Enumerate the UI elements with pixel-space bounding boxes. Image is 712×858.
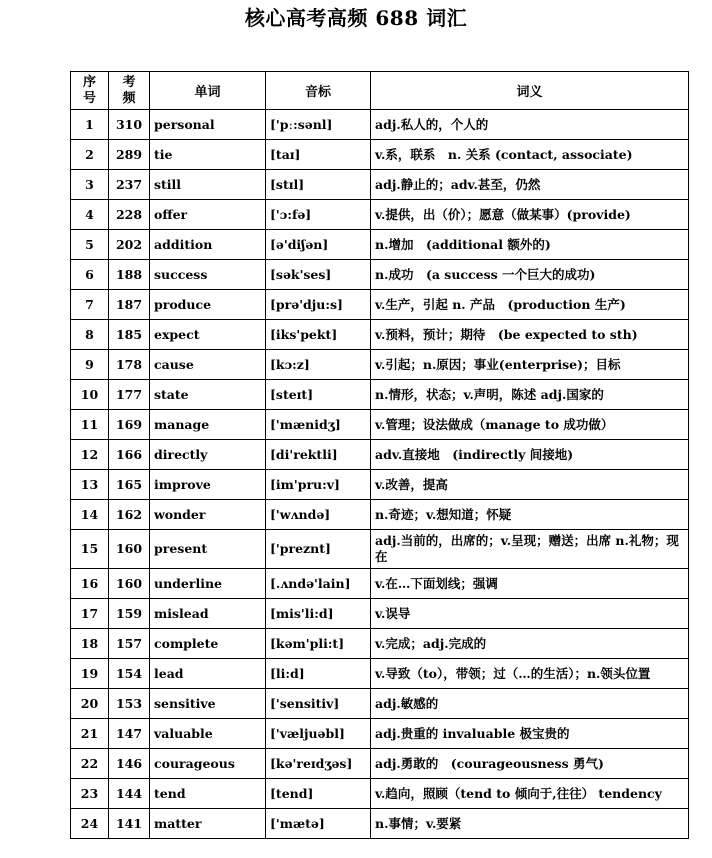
cell-meaning: adj.静止的；adv.甚至，仍然 <box>371 170 689 200</box>
cell-word: success <box>150 260 266 290</box>
cell-phonetic: ['wʌndə] <box>266 500 371 530</box>
cell-index: 9 <box>71 350 109 380</box>
table-row <box>71 410 689 440</box>
header-meaning: 词义 <box>371 72 689 110</box>
vocabulary-table-body <box>71 110 689 839</box>
cell-frequency: 237 <box>109 170 150 200</box>
cell-frequency: 202 <box>109 230 150 260</box>
header-frequency <box>109 72 150 110</box>
table-row <box>71 380 689 410</box>
table-row <box>71 200 689 230</box>
table-row <box>71 719 689 749</box>
cell-frequency: 166 <box>109 440 150 470</box>
vocabulary-table <box>70 71 689 839</box>
cell-meaning: n.情形，状态；v.声明，陈述 adj.国家的 <box>371 380 689 410</box>
cell-phonetic: [steɪt] <box>266 380 371 410</box>
cell-phonetic: [tend] <box>266 779 371 809</box>
cell-frequency: 146 <box>109 749 150 779</box>
cell-word: manage <box>150 410 266 440</box>
cell-index: 12 <box>71 440 109 470</box>
table-row <box>71 809 689 839</box>
header-frequency-line2: 频 <box>122 90 136 106</box>
cell-meaning: n.增加 (additional 额外的) <box>371 230 689 260</box>
cell-index: 17 <box>71 599 109 629</box>
cell-frequency: 289 <box>109 140 150 170</box>
cell-index: 10 <box>71 380 109 410</box>
cell-word: offer <box>150 200 266 230</box>
cell-word: personal <box>150 110 266 140</box>
cell-frequency: 141 <box>109 809 150 839</box>
cell-meaning: adj.敏感的 <box>371 689 689 719</box>
cell-meaning: adj.勇敢的 (courageousness 勇气) <box>371 749 689 779</box>
cell-index: 5 <box>71 230 109 260</box>
cell-frequency: 153 <box>109 689 150 719</box>
cell-word: lead <box>150 659 266 689</box>
table-row <box>71 230 689 260</box>
cell-phonetic: [kə'reɪdʒəs] <box>266 749 371 779</box>
cell-meaning: v.预料，预计；期待 (be expected to sth) <box>371 320 689 350</box>
cell-frequency: 160 <box>109 569 150 599</box>
cell-phonetic: [taɪ] <box>266 140 371 170</box>
cell-index: 15 <box>71 530 109 569</box>
table-row <box>71 749 689 779</box>
table-row <box>71 320 689 350</box>
cell-phonetic: ['ɔ:fə] <box>266 200 371 230</box>
cell-index: 11 <box>71 410 109 440</box>
cell-meaning: n.奇迹；v.想知道；怀疑 <box>371 500 689 530</box>
cell-word: expect <box>150 320 266 350</box>
cell-word: cause <box>150 350 266 380</box>
cell-frequency: 310 <box>109 110 150 140</box>
cell-phonetic: ['væljuəbl] <box>266 719 371 749</box>
cell-frequency: 169 <box>109 410 150 440</box>
cell-word: matter <box>150 809 266 839</box>
table-row <box>71 689 689 719</box>
cell-index: 13 <box>71 470 109 500</box>
cell-meaning: v.完成；adj.完成的 <box>371 629 689 659</box>
cell-phonetic: [li:d] <box>266 659 371 689</box>
cell-phonetic: [di'rektli] <box>266 440 371 470</box>
cell-frequency: 187 <box>109 290 150 320</box>
cell-index: 2 <box>71 140 109 170</box>
cell-meaning: v.误导 <box>371 599 689 629</box>
table-row <box>71 599 689 629</box>
table-row <box>71 569 689 599</box>
cell-frequency: 177 <box>109 380 150 410</box>
cell-phonetic: [mis'li:d] <box>266 599 371 629</box>
cell-phonetic: ['sensitiv] <box>266 689 371 719</box>
page-title: 核心高考高频 688 词汇 <box>244 6 468 30</box>
cell-word: underline <box>150 569 266 599</box>
cell-phonetic: [ə'diʃən] <box>266 230 371 260</box>
cell-word: courageous <box>150 749 266 779</box>
table-row <box>71 260 689 290</box>
table-row <box>71 350 689 380</box>
cell-frequency: 159 <box>109 599 150 629</box>
cell-frequency: 228 <box>109 200 150 230</box>
cell-meaning: n.事情；v.要紧 <box>371 809 689 839</box>
cell-word: improve <box>150 470 266 500</box>
cell-frequency: 160 <box>109 530 150 569</box>
cell-index: 7 <box>71 290 109 320</box>
table-row <box>71 530 689 569</box>
cell-meaning: adj.当前的，出席的；v.呈现；赠送；出席 n.礼物；现在 <box>371 530 689 569</box>
cell-word: tie <box>150 140 266 170</box>
cell-phonetic: [kəm'pli:t] <box>266 629 371 659</box>
cell-word: state <box>150 380 266 410</box>
cell-phonetic: [.ʌndə'lain] <box>266 569 371 599</box>
cell-meaning: v.系，联系 n. 关系 (contact, associate) <box>371 140 689 170</box>
cell-index: 14 <box>71 500 109 530</box>
cell-meaning: v.在…下面划线；强调 <box>371 569 689 599</box>
cell-word: complete <box>150 629 266 659</box>
cell-frequency: 162 <box>109 500 150 530</box>
cell-meaning: v.生产，引起 n. 产品 (production 生产) <box>371 290 689 320</box>
cell-phonetic: [iks'pekt] <box>266 320 371 350</box>
cell-index: 19 <box>71 659 109 689</box>
cell-meaning: v.管理；设法做成（manage to 成功做） <box>371 410 689 440</box>
cell-phonetic: [stɪl] <box>266 170 371 200</box>
cell-word: sensitive <box>150 689 266 719</box>
cell-phonetic: [kɔ:z] <box>266 350 371 380</box>
cell-word: still <box>150 170 266 200</box>
cell-word: tend <box>150 779 266 809</box>
cell-index: 4 <box>71 200 109 230</box>
cell-meaning: v.导致（to），带领；过（…的生活）；n.领头位置 <box>371 659 689 689</box>
table-row <box>71 110 689 140</box>
cell-meaning: v.提供，出（价）；愿意（做某事）(provide) <box>371 200 689 230</box>
table-row <box>71 779 689 809</box>
table-row <box>71 170 689 200</box>
cell-phonetic: ['pː:sənl] <box>266 110 371 140</box>
header-word: 单词 <box>150 72 266 110</box>
cell-frequency: 144 <box>109 779 150 809</box>
table-row <box>71 440 689 470</box>
cell-meaning: n.成功 (a success 一个巨大的成功) <box>371 260 689 290</box>
cell-index: 20 <box>71 689 109 719</box>
cell-meaning: v.改善，提高 <box>371 470 689 500</box>
cell-word: directly <box>150 440 266 470</box>
cell-phonetic: ['preznt] <box>266 530 371 569</box>
cell-word: valuable <box>150 719 266 749</box>
cell-index: 23 <box>71 779 109 809</box>
cell-frequency: 147 <box>109 719 150 749</box>
cell-phonetic: [prə'dju:s] <box>266 290 371 320</box>
cell-meaning: v.趋向，照顾（tend to 倾向于,往往） tendency <box>371 779 689 809</box>
cell-index: 18 <box>71 629 109 659</box>
cell-frequency: 188 <box>109 260 150 290</box>
header-index <box>71 72 109 110</box>
cell-meaning: adv.直接地 (indirectly 间接地) <box>371 440 689 470</box>
cell-index: 24 <box>71 809 109 839</box>
table-row <box>71 659 689 689</box>
cell-phonetic: [sək'ses] <box>266 260 371 290</box>
cell-index: 8 <box>71 320 109 350</box>
cell-phonetic: [im'pru:v] <box>266 470 371 500</box>
cell-frequency: 154 <box>109 659 150 689</box>
cell-meaning: adj.贵重的 invaluable 极宝贵的 <box>371 719 689 749</box>
cell-phonetic: ['mætə] <box>266 809 371 839</box>
cell-index: 3 <box>71 170 109 200</box>
cell-word: produce <box>150 290 266 320</box>
header-index-line1: 序 <box>82 74 96 90</box>
cell-phonetic: ['mænidʒ] <box>266 410 371 440</box>
table-row <box>71 500 689 530</box>
cell-frequency: 165 <box>109 470 150 500</box>
cell-index: 22 <box>71 749 109 779</box>
cell-word: present <box>150 530 266 569</box>
cell-word: wonder <box>150 500 266 530</box>
cell-index: 6 <box>71 260 109 290</box>
header-frequency-line1: 考 <box>122 74 136 90</box>
cell-meaning: v.引起；n.原因；事业(enterprise)；目标 <box>371 350 689 380</box>
cell-frequency: 185 <box>109 320 150 350</box>
header-row <box>71 72 689 110</box>
table-row <box>71 140 689 170</box>
header-index-line2: 号 <box>82 90 96 106</box>
table-row <box>71 290 689 320</box>
cell-index: 16 <box>71 569 109 599</box>
cell-frequency: 178 <box>109 350 150 380</box>
cell-frequency: 157 <box>109 629 150 659</box>
cell-meaning: adj.私人的，个人的 <box>371 110 689 140</box>
cell-word: mislead <box>150 599 266 629</box>
header-phonetic: 音标 <box>266 72 371 110</box>
cell-word: addition <box>150 230 266 260</box>
table-row <box>71 629 689 659</box>
table-row <box>71 470 689 500</box>
cell-index: 21 <box>71 719 109 749</box>
cell-index: 1 <box>71 110 109 140</box>
